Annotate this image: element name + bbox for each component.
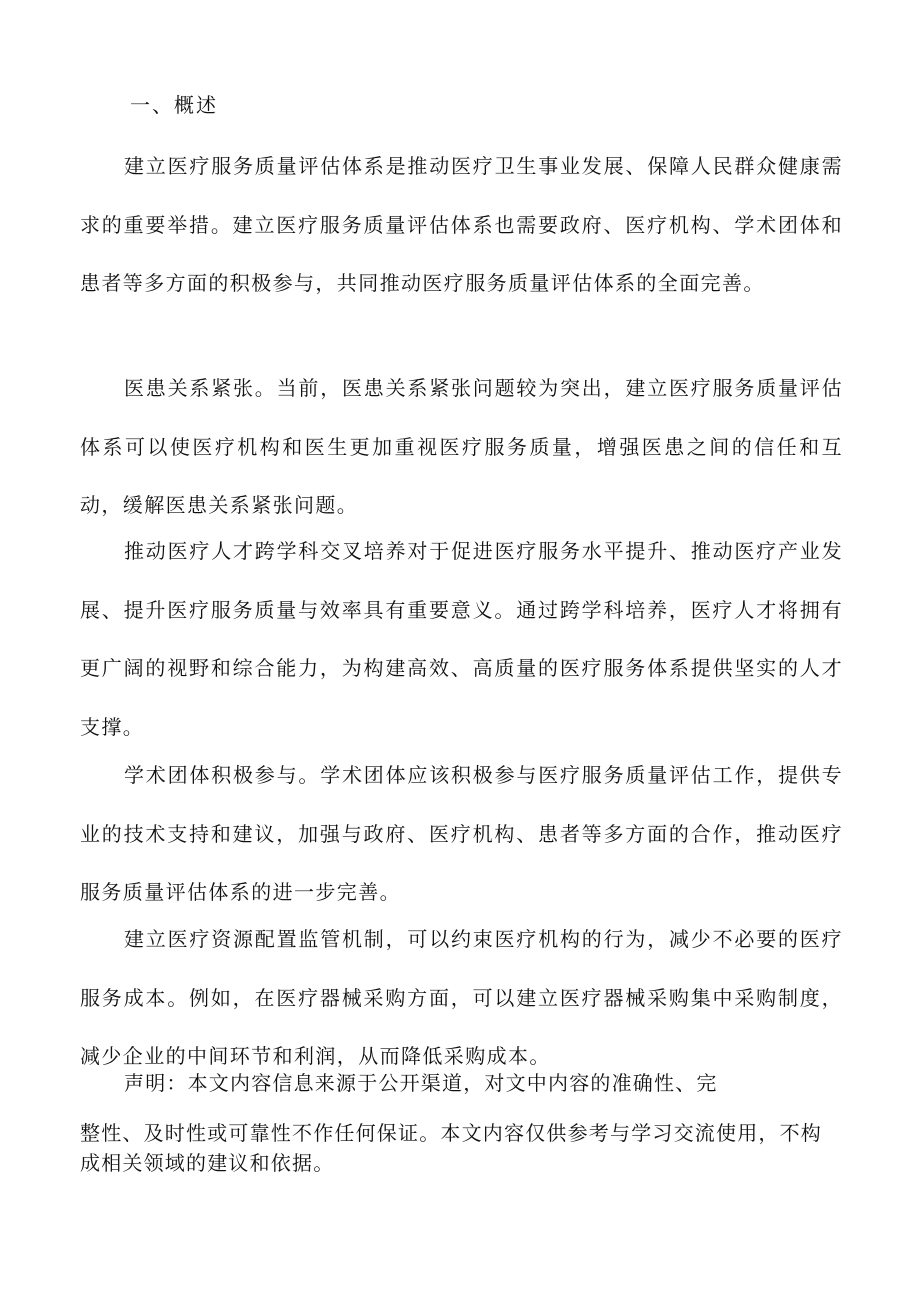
paragraph-evaluation-system: 建立医疗服务质量评估体系是推动医疗卫生事业发展、保障人民群众健康需求的重要举措。建立医疗服务质量评估体系也需要政府、医疗机构、学术团体和患者等多方面的积极参与，共同推动医疗服务质量评估体系的全面完善。 xyxy=(80,154,843,295)
disclaimer-rest: 整性、及时性或可靠性不作任何保证。本文内容仅供参考与学习交流使用，不构成相关领域的建议和依据。 xyxy=(80,1121,822,1175)
disclaimer-line-1: 声明：本文内容信息来源于公开渠道，对文中内容的准确性、完 xyxy=(124,1071,718,1095)
paragraph-doctor-patient-relations: 医患关系紧张。当前，医患关系紧张问题较为突出，建立医疗服务质量评估体系可以使医疗机构和医生更加重视医疗服务质量，增强医患之间的信任和互动，缓解医患关系紧张问题。 xyxy=(80,376,843,517)
disclaimer xyxy=(80,1068,843,1178)
section-heading: 一、概述 xyxy=(130,93,218,117)
paragraph-resource-supervision: 建立医疗资源配置监管机制，可以约束医疗机构的行为，减少不必要的医疗服务成本。例如，在医疗器械采购方面，可以建立医疗器械采购集中采购制度，减少企业的中间环节和利润，从而降低采购成本。 xyxy=(80,927,843,1068)
paragraph-talent-training: 推动医疗人才跨学科交叉培养对于促进医疗服务水平提升、推动医疗产业发展、提升医疗服务质量与效率具有重要意义。通过跨学科培养，医疗人才将拥有更广阔的视野和综合能力，为构建高效、高质量的医疗服务体系提供坚实的人才支撑。 xyxy=(80,539,843,739)
paragraph-academic-groups: 学术团体积极参与。学术团体应该积极参与医疗服务质量评估工作，提供专业的技术支持和建议，加强与政府、医疗机构、患者等多方面的合作，推动医疗服务质量评估体系的进一步完善。 xyxy=(80,763,843,904)
